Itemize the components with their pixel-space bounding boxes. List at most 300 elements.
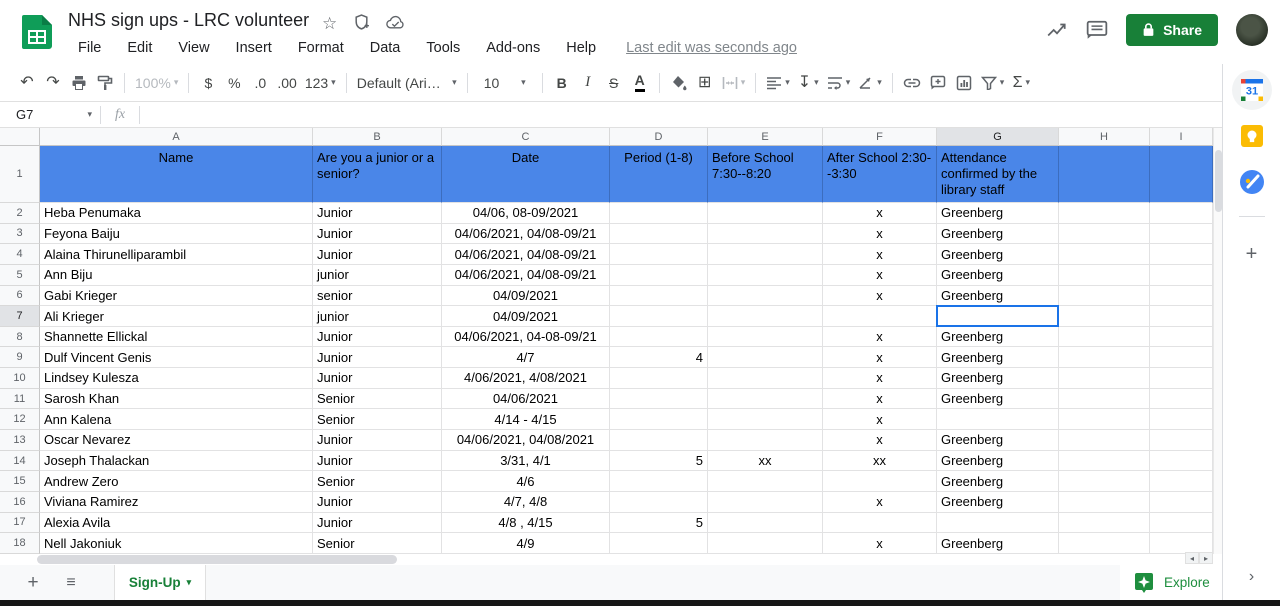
menu-view[interactable]: View bbox=[178, 40, 210, 56]
cell-G17[interactable] bbox=[937, 513, 1059, 534]
cell-G10[interactable]: Greenberg bbox=[937, 368, 1059, 389]
sheet-tab-signup[interactable] bbox=[114, 565, 206, 600]
cell-G2[interactable]: Greenberg bbox=[937, 203, 1059, 224]
bold-button[interactable]: B bbox=[556, 74, 567, 91]
cell-A5[interactable]: Ann Biju bbox=[40, 265, 313, 286]
cell-I11[interactable] bbox=[1150, 389, 1213, 410]
cell-I3[interactable] bbox=[1150, 224, 1213, 245]
explore-icon bbox=[1132, 571, 1156, 595]
cell-H4[interactable] bbox=[1059, 244, 1150, 265]
row-header-2[interactable]: 2 bbox=[0, 203, 40, 224]
cell-G9[interactable]: Greenberg bbox=[937, 347, 1059, 368]
cell-D18[interactable] bbox=[610, 533, 708, 554]
menu-file[interactable]: File bbox=[78, 40, 102, 56]
cell-B5[interactable]: junior bbox=[313, 265, 442, 286]
cell-D12[interactable] bbox=[610, 409, 708, 430]
cell-I18[interactable] bbox=[1150, 533, 1213, 554]
calendar-icon[interactable] bbox=[1232, 70, 1272, 110]
cell-A4[interactable]: Alaina Thirunelliparambil bbox=[40, 244, 313, 265]
row-header-18[interactable]: 18 bbox=[0, 533, 40, 554]
create-filter-button[interactable]: ▾ bbox=[977, 70, 1009, 96]
horizontal-scrollbar-thumb[interactable] bbox=[37, 555, 397, 564]
cell-G15[interactable]: Greenberg bbox=[937, 471, 1059, 492]
cell-I5[interactable] bbox=[1150, 265, 1213, 286]
cell-B17[interactable]: Junior bbox=[313, 513, 442, 534]
more-formats-button[interactable]: 123 ▾ bbox=[304, 74, 336, 91]
cell-I4[interactable] bbox=[1150, 244, 1213, 265]
strikethrough-button[interactable]: S bbox=[609, 74, 619, 91]
cell-E8[interactable] bbox=[708, 327, 823, 348]
table-row-17 bbox=[0, 513, 1222, 534]
cell-E18[interactable] bbox=[708, 533, 823, 554]
cell-B10[interactable]: Junior bbox=[313, 368, 442, 389]
cell-B18[interactable]: Senior bbox=[313, 533, 442, 554]
toolbar-separator bbox=[892, 73, 893, 93]
document-title[interactable]: NHS sign ups - LRC volunteer bbox=[68, 10, 310, 30]
cell-B7[interactable]: junior bbox=[313, 306, 442, 327]
cell-D10[interactable] bbox=[610, 368, 708, 389]
redo-button[interactable]: ↷ bbox=[46, 73, 60, 91]
cell-D9[interactable]: 4 bbox=[610, 347, 708, 368]
text-wrap-button[interactable]: ▾ bbox=[823, 70, 855, 96]
cell-A10[interactable]: Lindsey Kulesza bbox=[40, 368, 313, 389]
cell-E4[interactable] bbox=[708, 244, 823, 265]
format-currency-button[interactable]: $ bbox=[204, 74, 213, 91]
table-row-10 bbox=[0, 368, 1222, 389]
cell-F4[interactable]: x bbox=[823, 244, 937, 265]
share-label: Share bbox=[1163, 22, 1202, 38]
cell-A8[interactable]: Shannette Ellickal bbox=[40, 327, 313, 348]
toolbar-separator bbox=[659, 73, 660, 93]
cell-B14[interactable]: Junior bbox=[313, 451, 442, 472]
cell-D14[interactable]: 5 bbox=[610, 451, 708, 472]
cell-E11[interactable] bbox=[708, 389, 823, 410]
cell-D15[interactable] bbox=[610, 471, 708, 492]
cell-F16[interactable]: x bbox=[823, 492, 937, 513]
table-row-5 bbox=[0, 265, 1222, 286]
cell-C10[interactable]: 4/06/2021, 4/08/2021 bbox=[442, 368, 610, 389]
cell-E5[interactable] bbox=[708, 265, 823, 286]
cell-C8[interactable]: 04/06/2021, 04-08-09/21 bbox=[442, 327, 610, 348]
cell-F13[interactable]: x bbox=[823, 430, 937, 451]
svg-text:31: 31 bbox=[1245, 85, 1258, 98]
cell-C11[interactable]: 04/06/2021 bbox=[442, 389, 610, 410]
cell-H2[interactable] bbox=[1059, 203, 1150, 224]
cell-G14[interactable]: Greenberg bbox=[937, 451, 1059, 472]
cell-A6[interactable]: Gabi Krieger bbox=[40, 286, 313, 307]
table-row-18 bbox=[0, 533, 1222, 554]
column-header-C[interactable]: C bbox=[442, 128, 610, 146]
insert-comment-button[interactable] bbox=[925, 70, 951, 96]
formula-bar bbox=[0, 102, 1280, 128]
text-color-button[interactable]: A bbox=[627, 70, 653, 96]
cell-H15[interactable] bbox=[1059, 471, 1150, 492]
cell-D3[interactable] bbox=[610, 224, 708, 245]
cell-H14[interactable] bbox=[1059, 451, 1150, 472]
cell-D16[interactable] bbox=[610, 492, 708, 513]
cell-F1[interactable]: After School 2:30--3:30 bbox=[823, 146, 937, 203]
cell-E7[interactable] bbox=[708, 306, 823, 327]
toolbar bbox=[0, 64, 1280, 102]
cell-F9[interactable]: x bbox=[823, 347, 937, 368]
cell-E2[interactable] bbox=[708, 203, 823, 224]
screen-edge bbox=[0, 600, 1280, 606]
spreadsheet-grid bbox=[0, 128, 1222, 565]
cell-F10[interactable]: x bbox=[823, 368, 937, 389]
star-icon[interactable]: ☆ bbox=[322, 14, 338, 33]
table-row-15 bbox=[0, 471, 1222, 492]
toolbar-separator bbox=[542, 73, 543, 93]
menu-edit[interactable]: Edit bbox=[127, 40, 153, 56]
protect-icon[interactable] bbox=[353, 14, 370, 31]
row-header-3[interactable]: 3 bbox=[0, 224, 40, 245]
menu-addons[interactable]: Add-ons bbox=[486, 40, 541, 56]
insights-icon[interactable] bbox=[1046, 20, 1068, 40]
cell-B4[interactable]: Junior bbox=[313, 244, 442, 265]
cell-H12[interactable] bbox=[1059, 409, 1150, 430]
cell-F8[interactable]: x bbox=[823, 327, 937, 348]
paint-format-button[interactable] bbox=[92, 70, 118, 96]
horizontal-align-button[interactable]: ▾ bbox=[762, 70, 794, 96]
table-row-12 bbox=[0, 409, 1222, 430]
cell-C9[interactable]: 4/7 bbox=[442, 347, 610, 368]
cell-D13[interactable] bbox=[610, 430, 708, 451]
cell-H17[interactable] bbox=[1059, 513, 1150, 534]
cell-A14[interactable]: Joseph Thalackan bbox=[40, 451, 313, 472]
all-sheets-button[interactable]: ≡ bbox=[66, 573, 76, 591]
cell-E12[interactable] bbox=[708, 409, 823, 430]
cell-H11[interactable] bbox=[1059, 389, 1150, 410]
cell-E14[interactable]: xx bbox=[708, 451, 823, 472]
cell-A12[interactable]: Ann Kalena bbox=[40, 409, 313, 430]
table-row-6 bbox=[0, 286, 1222, 307]
side-panel bbox=[1222, 64, 1280, 600]
font-select[interactable]: Default (Ari… ▾ bbox=[356, 74, 457, 91]
cell-G13[interactable]: Greenberg bbox=[937, 430, 1059, 451]
undo-button[interactable]: ↶ bbox=[20, 73, 34, 91]
row-header-15[interactable]: 15 bbox=[0, 471, 40, 492]
table-row-11 bbox=[0, 389, 1222, 410]
cell-C3[interactable]: 04/06/2021, 04/08-09/21 bbox=[442, 224, 610, 245]
cell-E3[interactable] bbox=[708, 224, 823, 245]
cell-A16[interactable]: Viviana Ramirez bbox=[40, 492, 313, 513]
horizontal-scrollbar[interactable] bbox=[0, 554, 1213, 565]
row-header-1[interactable]: 1 bbox=[0, 146, 40, 203]
cell-D5[interactable] bbox=[610, 265, 708, 286]
data-rows bbox=[0, 203, 1222, 554]
cell-F3[interactable]: x bbox=[823, 224, 937, 245]
column-header-I[interactable]: I bbox=[1150, 128, 1213, 146]
cell-A18[interactable]: Nell Jakoniuk bbox=[40, 533, 313, 554]
row-header-6[interactable]: 6 bbox=[0, 286, 40, 307]
cell-A11[interactable]: Sarosh Khan bbox=[40, 389, 313, 410]
select-all-corner[interactable] bbox=[0, 128, 40, 146]
column-headers bbox=[0, 128, 1222, 146]
cell-B2[interactable]: Junior bbox=[313, 203, 442, 224]
cell-F2[interactable]: x bbox=[823, 203, 937, 224]
get-add-ons-button[interactable]: + bbox=[1245, 243, 1258, 265]
cell-G4[interactable]: Greenberg bbox=[937, 244, 1059, 265]
row-header-5[interactable]: 5 bbox=[0, 265, 40, 286]
cell-C13[interactable]: 04/06/2021, 04/08/2021 bbox=[442, 430, 610, 451]
last-edit-link[interactable]: Last edit was seconds ago bbox=[626, 40, 797, 56]
cell-B16[interactable]: Junior bbox=[313, 492, 442, 513]
italic-button[interactable]: I bbox=[585, 74, 591, 90]
fill-color-button[interactable] bbox=[666, 70, 692, 96]
menu-format[interactable]: Format bbox=[297, 40, 344, 56]
cell-A1[interactable]: Name bbox=[40, 146, 313, 203]
table-row-4 bbox=[0, 244, 1222, 265]
row-header-4[interactable]: 4 bbox=[0, 244, 40, 265]
row-header-11[interactable]: 11 bbox=[0, 389, 40, 410]
table-row-8 bbox=[0, 327, 1222, 348]
vertical-scrollbar-thumb[interactable] bbox=[1215, 150, 1222, 212]
cell-G1[interactable]: Attendance confirmed by the library staff bbox=[937, 146, 1059, 203]
cell-F6[interactable]: x bbox=[823, 286, 937, 307]
cell-G3[interactable]: Greenberg bbox=[937, 224, 1059, 245]
scroll-left-button[interactable]: ◂ bbox=[1185, 552, 1199, 564]
text-rotation-button[interactable]: ▾ bbox=[854, 70, 886, 96]
cell-A13[interactable]: Oscar Nevarez bbox=[40, 430, 313, 451]
chevron-down-icon[interactable]: ▾ bbox=[87, 109, 92, 119]
cell-I6[interactable] bbox=[1150, 286, 1213, 307]
table-row-9 bbox=[0, 347, 1222, 368]
cell-I12[interactable] bbox=[1150, 409, 1213, 430]
cell-D17[interactable]: 5 bbox=[610, 513, 708, 534]
cell-C2[interactable]: 04/06, 08-09/2021 bbox=[442, 203, 610, 224]
font-size-select[interactable]: 10 ▾ bbox=[483, 74, 526, 91]
cell-F12[interactable]: x bbox=[823, 409, 937, 430]
cell-A9[interactable]: Dulf Vincent Genis bbox=[40, 347, 313, 368]
cell-H16[interactable] bbox=[1059, 492, 1150, 513]
column-header-D[interactable]: D bbox=[610, 128, 708, 146]
cell-C1[interactable]: Date bbox=[442, 146, 610, 203]
cell-A7[interactable]: Ali Krieger bbox=[40, 306, 313, 327]
row-header-7[interactable]: 7 bbox=[0, 306, 40, 327]
cell-I16[interactable] bbox=[1150, 492, 1213, 513]
column-header-B[interactable]: B bbox=[313, 128, 442, 146]
functions-button[interactable]: Σ ▾ bbox=[1012, 73, 1030, 91]
cell-C18[interactable]: 4/9 bbox=[442, 533, 610, 554]
name-box[interactable] bbox=[0, 107, 100, 122]
row-header-13[interactable]: 13 bbox=[0, 430, 40, 451]
cell-G12[interactable] bbox=[937, 409, 1059, 430]
column-header-G[interactable]: G bbox=[937, 128, 1059, 146]
insert-link-button[interactable] bbox=[899, 70, 925, 96]
cell-A15[interactable]: Andrew Zero bbox=[40, 471, 313, 492]
cell-I2[interactable] bbox=[1150, 203, 1213, 224]
cell-C12[interactable]: 4/14 - 4/15 bbox=[442, 409, 610, 430]
table-row-13 bbox=[0, 430, 1222, 451]
cell-H9[interactable] bbox=[1059, 347, 1150, 368]
cell-F5[interactable]: x bbox=[823, 265, 937, 286]
column-header-E[interactable]: E bbox=[708, 128, 823, 146]
cell-C17[interactable]: 4/8 , 4/15 bbox=[442, 513, 610, 534]
increase-decimals-button[interactable]: .00 bbox=[277, 74, 297, 91]
zoom-select[interactable]: 100% ▾ bbox=[135, 74, 179, 91]
explore-label: Explore bbox=[1164, 575, 1210, 590]
cell-H13[interactable] bbox=[1059, 430, 1150, 451]
toolbar-separator bbox=[755, 73, 756, 93]
cell-C4[interactable]: 04/06/2021, 04/08-09/21 bbox=[442, 244, 610, 265]
print-button[interactable] bbox=[66, 70, 92, 96]
vertical-scrollbar[interactable] bbox=[1213, 128, 1222, 554]
sheet-tab-bar bbox=[0, 565, 1222, 600]
cell-B9[interactable]: Junior bbox=[313, 347, 442, 368]
cell-E15[interactable] bbox=[708, 471, 823, 492]
cell-D4[interactable] bbox=[610, 244, 708, 265]
row-header-12[interactable]: 12 bbox=[0, 409, 40, 430]
cell-B12[interactable]: Senior bbox=[313, 409, 442, 430]
column-header-A[interactable]: A bbox=[40, 128, 313, 146]
fx-icon: fx bbox=[115, 106, 126, 122]
cell-C15[interactable]: 4/6 bbox=[442, 471, 610, 492]
cell-C14[interactable]: 3/31, 4/1 bbox=[442, 451, 610, 472]
toolbar-separator bbox=[467, 73, 468, 93]
merge-cells-button[interactable]: ▾ bbox=[718, 70, 750, 96]
cell-G16[interactable]: Greenberg bbox=[937, 492, 1059, 513]
cell-G18[interactable]: Greenberg bbox=[937, 533, 1059, 554]
row-header-17[interactable]: 17 bbox=[0, 513, 40, 534]
lock-icon bbox=[1142, 23, 1155, 37]
column-header-F[interactable]: F bbox=[823, 128, 937, 146]
cell-G5[interactable]: Greenberg bbox=[937, 265, 1059, 286]
cell-I1[interactable] bbox=[1150, 146, 1213, 203]
sheet-tab-menu-icon[interactable]: ▾ bbox=[186, 577, 192, 587]
tasks-icon[interactable] bbox=[1232, 162, 1272, 202]
cell-H3[interactable] bbox=[1059, 224, 1150, 245]
cell-A17[interactable]: Alexia Avila bbox=[40, 513, 313, 534]
toolbar-separator bbox=[188, 73, 189, 93]
cell-E1[interactable]: Before School 7:30--8:20 bbox=[708, 146, 823, 203]
cell-I10[interactable] bbox=[1150, 368, 1213, 389]
cell-I13[interactable] bbox=[1150, 430, 1213, 451]
cell-D2[interactable] bbox=[610, 203, 708, 224]
header-row bbox=[0, 146, 1222, 203]
table-row-16 bbox=[0, 492, 1222, 513]
cell-reference: G7 bbox=[16, 107, 34, 122]
cell-C16[interactable]: 4/7, 4/8 bbox=[442, 492, 610, 513]
table-row-3 bbox=[0, 224, 1222, 245]
cell-E6[interactable] bbox=[708, 286, 823, 307]
add-sheet-button[interactable]: + bbox=[27, 571, 39, 593]
cell-H1[interactable] bbox=[1059, 146, 1150, 203]
account-avatar[interactable] bbox=[1236, 14, 1268, 46]
cell-I14[interactable] bbox=[1150, 451, 1213, 472]
cell-I15[interactable] bbox=[1150, 471, 1213, 492]
cell-B6[interactable]: senior bbox=[313, 286, 442, 307]
formula-input[interactable] bbox=[140, 102, 1280, 127]
cell-A2[interactable]: Heba Penumaka bbox=[40, 203, 313, 224]
menu-data[interactable]: Data bbox=[369, 40, 401, 56]
cell-G8[interactable]: Greenberg bbox=[937, 327, 1059, 348]
cell-D6[interactable] bbox=[610, 286, 708, 307]
insert-chart-button[interactable] bbox=[951, 70, 977, 96]
cell-G6[interactable]: Greenberg bbox=[937, 286, 1059, 307]
menu-bar bbox=[70, 38, 801, 58]
toolbar-separator bbox=[124, 73, 125, 93]
cell-B8[interactable]: Junior bbox=[313, 327, 442, 348]
cell-E10[interactable] bbox=[708, 368, 823, 389]
explore-button[interactable] bbox=[1120, 565, 1222, 600]
table-row-7 bbox=[0, 306, 1222, 327]
cell-F11[interactable]: x bbox=[823, 389, 937, 410]
menu-help[interactable]: Help bbox=[566, 40, 597, 56]
column-header-H[interactable]: H bbox=[1059, 128, 1150, 146]
cell-I7[interactable] bbox=[1150, 306, 1213, 327]
cell-F15[interactable] bbox=[823, 471, 937, 492]
show-side-panel-button[interactable]: › bbox=[1248, 568, 1255, 585]
cell-I9[interactable] bbox=[1150, 347, 1213, 368]
cell-H8[interactable] bbox=[1059, 327, 1150, 348]
cell-H7[interactable] bbox=[1059, 306, 1150, 327]
table-row-2 bbox=[0, 203, 1222, 224]
row-header-8[interactable]: 8 bbox=[0, 327, 40, 348]
cell-G11[interactable]: Greenberg bbox=[937, 389, 1059, 410]
cell-B13[interactable]: Junior bbox=[313, 430, 442, 451]
borders-button[interactable]: ⊞ bbox=[698, 73, 712, 91]
cell-B15[interactable]: Senior bbox=[313, 471, 442, 492]
cell-D8[interactable] bbox=[610, 327, 708, 348]
cell-E13[interactable] bbox=[708, 430, 823, 451]
sheet-tab-label: Sign-Up bbox=[128, 575, 181, 590]
row-header-16[interactable]: 16 bbox=[0, 492, 40, 513]
cell-C7[interactable]: 04/09/2021 bbox=[442, 306, 610, 327]
cell-F14[interactable]: xx bbox=[823, 451, 937, 472]
menu-tools[interactable]: Tools bbox=[426, 40, 461, 56]
cell-E9[interactable] bbox=[708, 347, 823, 368]
comment-history-icon[interactable] bbox=[1086, 20, 1108, 40]
cell-D11[interactable] bbox=[610, 389, 708, 410]
cell-B3[interactable]: Junior bbox=[313, 224, 442, 245]
decrease-decimals-button[interactable]: .0 bbox=[254, 74, 267, 91]
cell-F18[interactable]: x bbox=[823, 533, 937, 554]
cell-H5[interactable] bbox=[1059, 265, 1150, 286]
share-button[interactable] bbox=[1126, 14, 1218, 46]
format-percent-button[interactable]: % bbox=[228, 74, 241, 91]
cell-H10[interactable] bbox=[1059, 368, 1150, 389]
cell-I8[interactable] bbox=[1150, 327, 1213, 348]
side-panel-divider bbox=[1239, 216, 1265, 217]
cell-C5[interactable]: 04/06/2021, 04/08-09/21 bbox=[442, 265, 610, 286]
cell-I17[interactable] bbox=[1150, 513, 1213, 534]
cell-E17[interactable] bbox=[708, 513, 823, 534]
vertical-align-button[interactable]: ↧ ▾ bbox=[797, 73, 819, 91]
sheets-logo-icon[interactable] bbox=[22, 15, 52, 49]
row-header-9[interactable]: 9 bbox=[0, 347, 40, 368]
cell-C6[interactable]: 04/09/2021 bbox=[442, 286, 610, 307]
scroll-right-button[interactable]: ▸ bbox=[1199, 552, 1213, 564]
menu-insert[interactable]: Insert bbox=[235, 40, 272, 56]
cloud-status-icon[interactable] bbox=[386, 14, 405, 31]
cell-G7[interactable] bbox=[937, 306, 1059, 327]
cell-B11[interactable]: Senior bbox=[313, 389, 442, 410]
cell-F17[interactable] bbox=[823, 513, 937, 534]
cell-D7[interactable] bbox=[610, 306, 708, 327]
cell-A3[interactable]: Feyona Baiju bbox=[40, 224, 313, 245]
keep-icon[interactable] bbox=[1232, 116, 1272, 156]
row-header-10[interactable]: 10 bbox=[0, 368, 40, 389]
cell-H18[interactable] bbox=[1059, 533, 1150, 554]
toolbar-separator bbox=[346, 73, 347, 93]
table-row-14 bbox=[0, 451, 1222, 472]
cell-D1[interactable]: Period (1-8) bbox=[610, 146, 708, 203]
row-header-14[interactable]: 14 bbox=[0, 451, 40, 472]
cell-E16[interactable] bbox=[708, 492, 823, 513]
cell-B1[interactable]: Are you a junior or a senior? bbox=[313, 146, 442, 203]
cell-H6[interactable] bbox=[1059, 286, 1150, 307]
cell-F7[interactable] bbox=[823, 306, 937, 327]
